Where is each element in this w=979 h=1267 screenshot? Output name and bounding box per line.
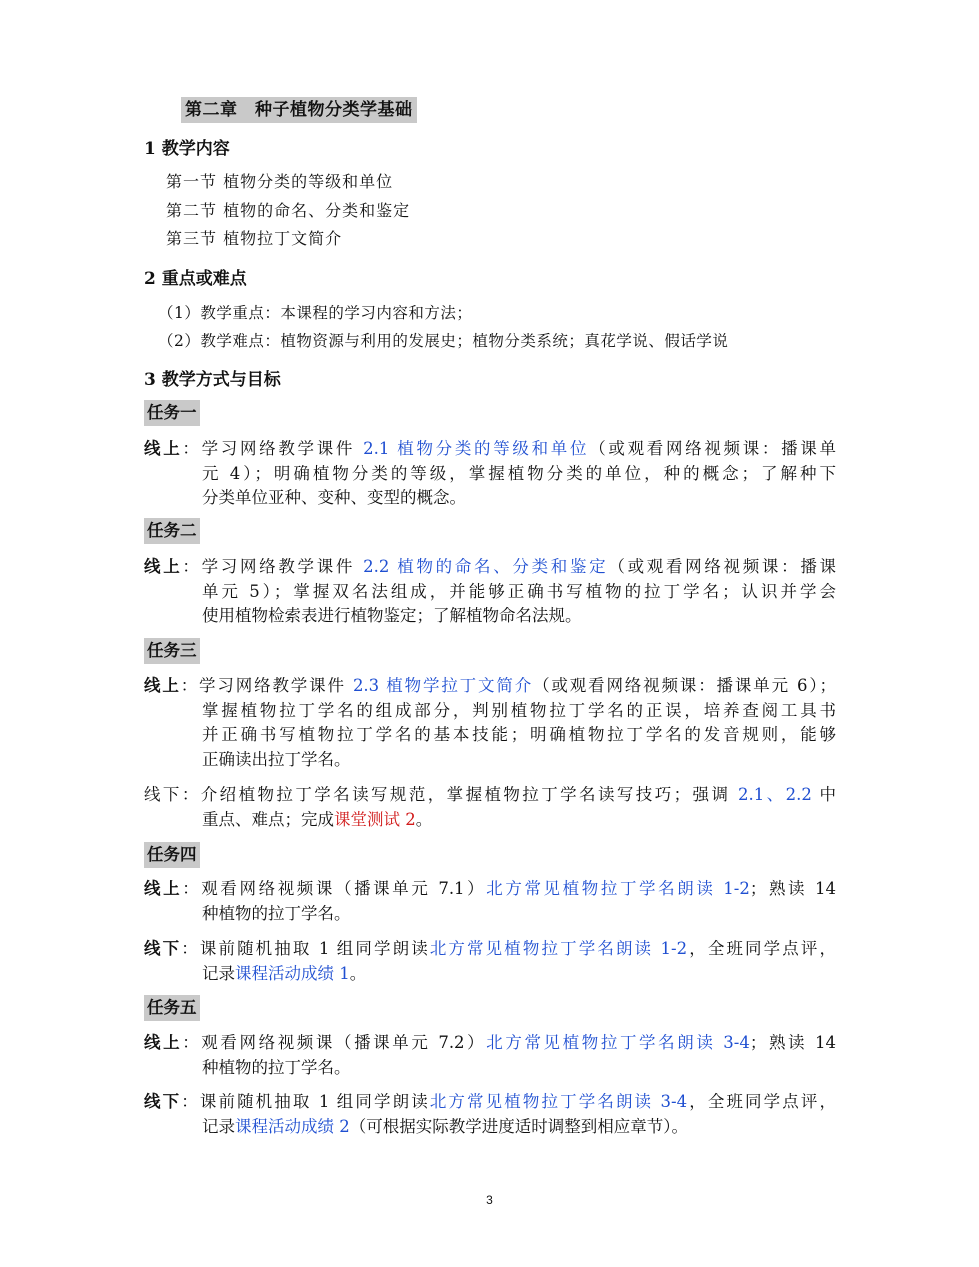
task-2-heading: 任务二 (144, 518, 200, 544)
offline-label: 线下 (144, 785, 182, 804)
page-number: 3 (486, 1193, 493, 1207)
task-3-online: 线上：学习网络教学课件 2.3 植物学拉丁文简介（或观看网络视频课：播课单元 6）； 掌握植物拉丁学名的组成部分，判别植物拉丁学名的正误，培养查阅工具书 并正确书写植物拉丁学名的基本技能；明确植物拉丁学名的发音规则，能够 正确读出拉丁学名。 (144, 676, 836, 769)
section-3-heading: 3 教学方式与目标 (144, 370, 281, 390)
task-5-online: 线上：观看网络视频课（播课单元 7.2）北方常见植物拉丁学名朗读 3-4；熟读 14 种植物的拉丁学名。 (144, 1033, 836, 1077)
quiz-link[interactable]: 课堂测试 2 (334, 809, 416, 829)
task-4-offline: 线下：课前随机抽取 1 组同学朗读北方常见植物拉丁学名朗读 1-2，全班同学点评， 记录课程活动成绩 1。 (144, 939, 837, 983)
toc-item-1: 第一节 植物分类的等级和单位 (166, 172, 394, 191)
online-label: 线上 (144, 676, 181, 695)
section-2-heading: 2 重点或难点 (144, 269, 247, 289)
offline-label: 线下 (144, 939, 182, 958)
key-point-item: （1）教学重点：本课程的学习内容和方法； (158, 304, 473, 322)
task-4-heading: 任务四 (144, 842, 200, 868)
courseware-link[interactable]: 2.1 植物分类的等级和单位 (363, 439, 590, 458)
offline-label: 线下 (144, 1092, 182, 1111)
activity-score-link[interactable]: 课程活动成绩 2 (235, 1116, 350, 1136)
toc-item-3: 第三节 植物拉丁文简介 (166, 229, 343, 248)
task-1-heading: 任务一 (144, 400, 200, 426)
reading-video-link[interactable]: 北方常见植物拉丁学名朗读 1-2 (486, 879, 750, 898)
task-1-online: 线上：学习网络教学课件 2.1 植物分类的等级和单位（或观看网络视频课：播课单 元 4）；明确植物分类的等级，掌握植物分类的单位，种的概念；了解种下 分类单位亚种、变种、变型的概念。 (144, 439, 837, 507)
online-label: 线上 (144, 879, 183, 898)
toc-item-2: 第二节 植物的命名、分类和鉴定 (166, 201, 411, 220)
task-3-heading: 任务三 (144, 638, 200, 664)
section-link[interactable]: 2.1、2.2 (738, 785, 812, 804)
difficult-point-item: （2）教学难点：植物资源与利用的发展史；植物分类系统；真花学说、假话学说 (158, 332, 729, 350)
task-3-offline: 线下：介绍植物拉丁学名读写规范，掌握植物拉丁学名读写技巧；强调 2.1、2.2 中 重点、难点；完成课堂测试 2。 (144, 785, 837, 829)
reading-video-link[interactable]: 北方常见植物拉丁学名朗读 3-4 (429, 1092, 688, 1111)
activity-score-link[interactable]: 课程活动成绩 1 (235, 963, 350, 983)
courseware-link[interactable]: 2.2 植物的命名、分类和鉴定 (363, 557, 609, 576)
reading-video-link[interactable]: 北方常见植物拉丁学名朗读 3-4 (486, 1033, 750, 1052)
chapter-title: 第二章 种子植物分类学基础 (181, 97, 417, 123)
online-label: 线上 (144, 557, 183, 576)
task-5-heading: 任务五 (144, 995, 200, 1021)
task-2-online: 线上：学习网络教学课件 2.2 植物的命名、分类和鉴定（或观看网络视频课：播课 单元 5）；掌握双名法组成，并能够正确书写植物的拉丁学名；认识并学会 使用植物检索表进行植物鉴定；了解植物命名法规。 (144, 557, 837, 625)
reading-video-link[interactable]: 北方常见植物拉丁学名朗读 1-2 (429, 939, 688, 958)
online-label: 线上 (144, 439, 183, 458)
task-4-online: 线上：观看网络视频课（播课单元 7.1）北方常见植物拉丁学名朗读 1-2；熟读 14 种植物的拉丁学名。 (144, 879, 836, 923)
task-5-offline: 线下：课前随机抽取 1 组同学朗读北方常见植物拉丁学名朗读 3-4，全班同学点评， 记录课程活动成绩 2（可根据实际教学进度适时调整到相应章节）。 (144, 1092, 837, 1136)
online-label: 线上 (144, 1033, 183, 1052)
courseware-link[interactable]: 2.3 植物学拉丁文简介 (352, 676, 534, 695)
section-1-heading: 1 教学内容 (144, 139, 230, 159)
